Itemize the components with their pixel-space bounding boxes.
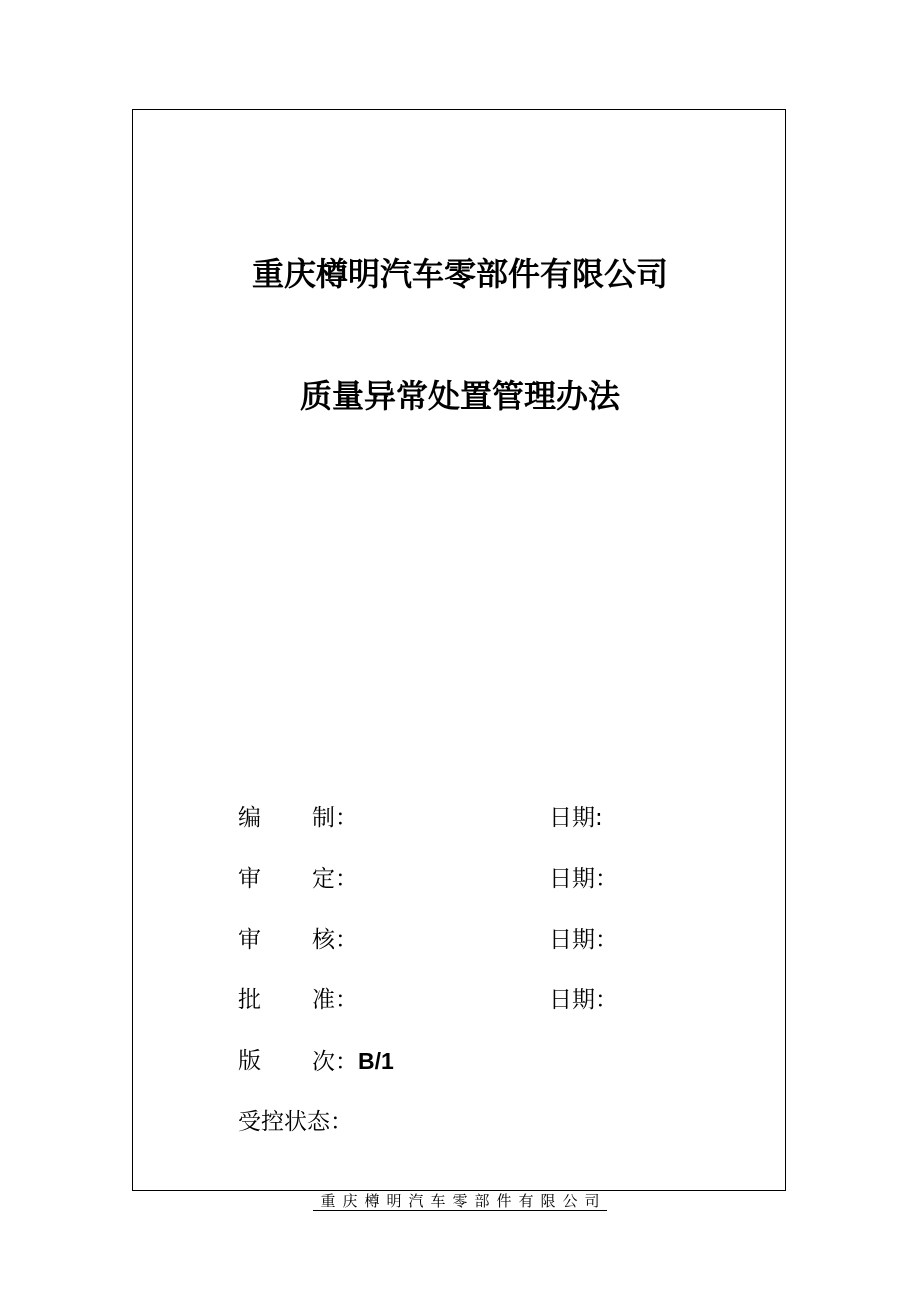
reviewed-date-label: 日期： [549, 927, 618, 953]
ratified-date-label: 日期： [549, 987, 618, 1013]
compiled-by-label-char1: 编 [238, 805, 261, 831]
control-status-label: 受控状态： [238, 1109, 353, 1135]
document-title: 质量异常处置管理办法 [299, 377, 620, 415]
ratified-by-label-char1: 批 [238, 987, 261, 1013]
version-label-char2 [312, 1043, 394, 1080]
reviewed-by-label-char2: 核： [312, 927, 358, 953]
ratified-by-label-char2: 准： [312, 987, 358, 1013]
version-value: B/1 [358, 1048, 394, 1074]
compiled-date-label: 日期: [549, 805, 603, 831]
reviewed-by-label-char1: 审 [238, 927, 261, 953]
approved-date-label: 日期： [549, 866, 618, 892]
version-label-char1: 版 [238, 1048, 261, 1074]
footer-company-name: 重庆樽明汽车零部件有限公司 [313, 1192, 606, 1211]
version-label-text: 次： [312, 1049, 358, 1075]
approved-by-label-char2: 定： [312, 866, 358, 892]
page-footer [0, 1190, 920, 1212]
compiled-by-label-char2: 制： [312, 805, 358, 831]
approved-by-label-char1: 审 [238, 866, 261, 892]
company-name: 重庆樽明汽车零部件有限公司 [251, 255, 668, 293]
